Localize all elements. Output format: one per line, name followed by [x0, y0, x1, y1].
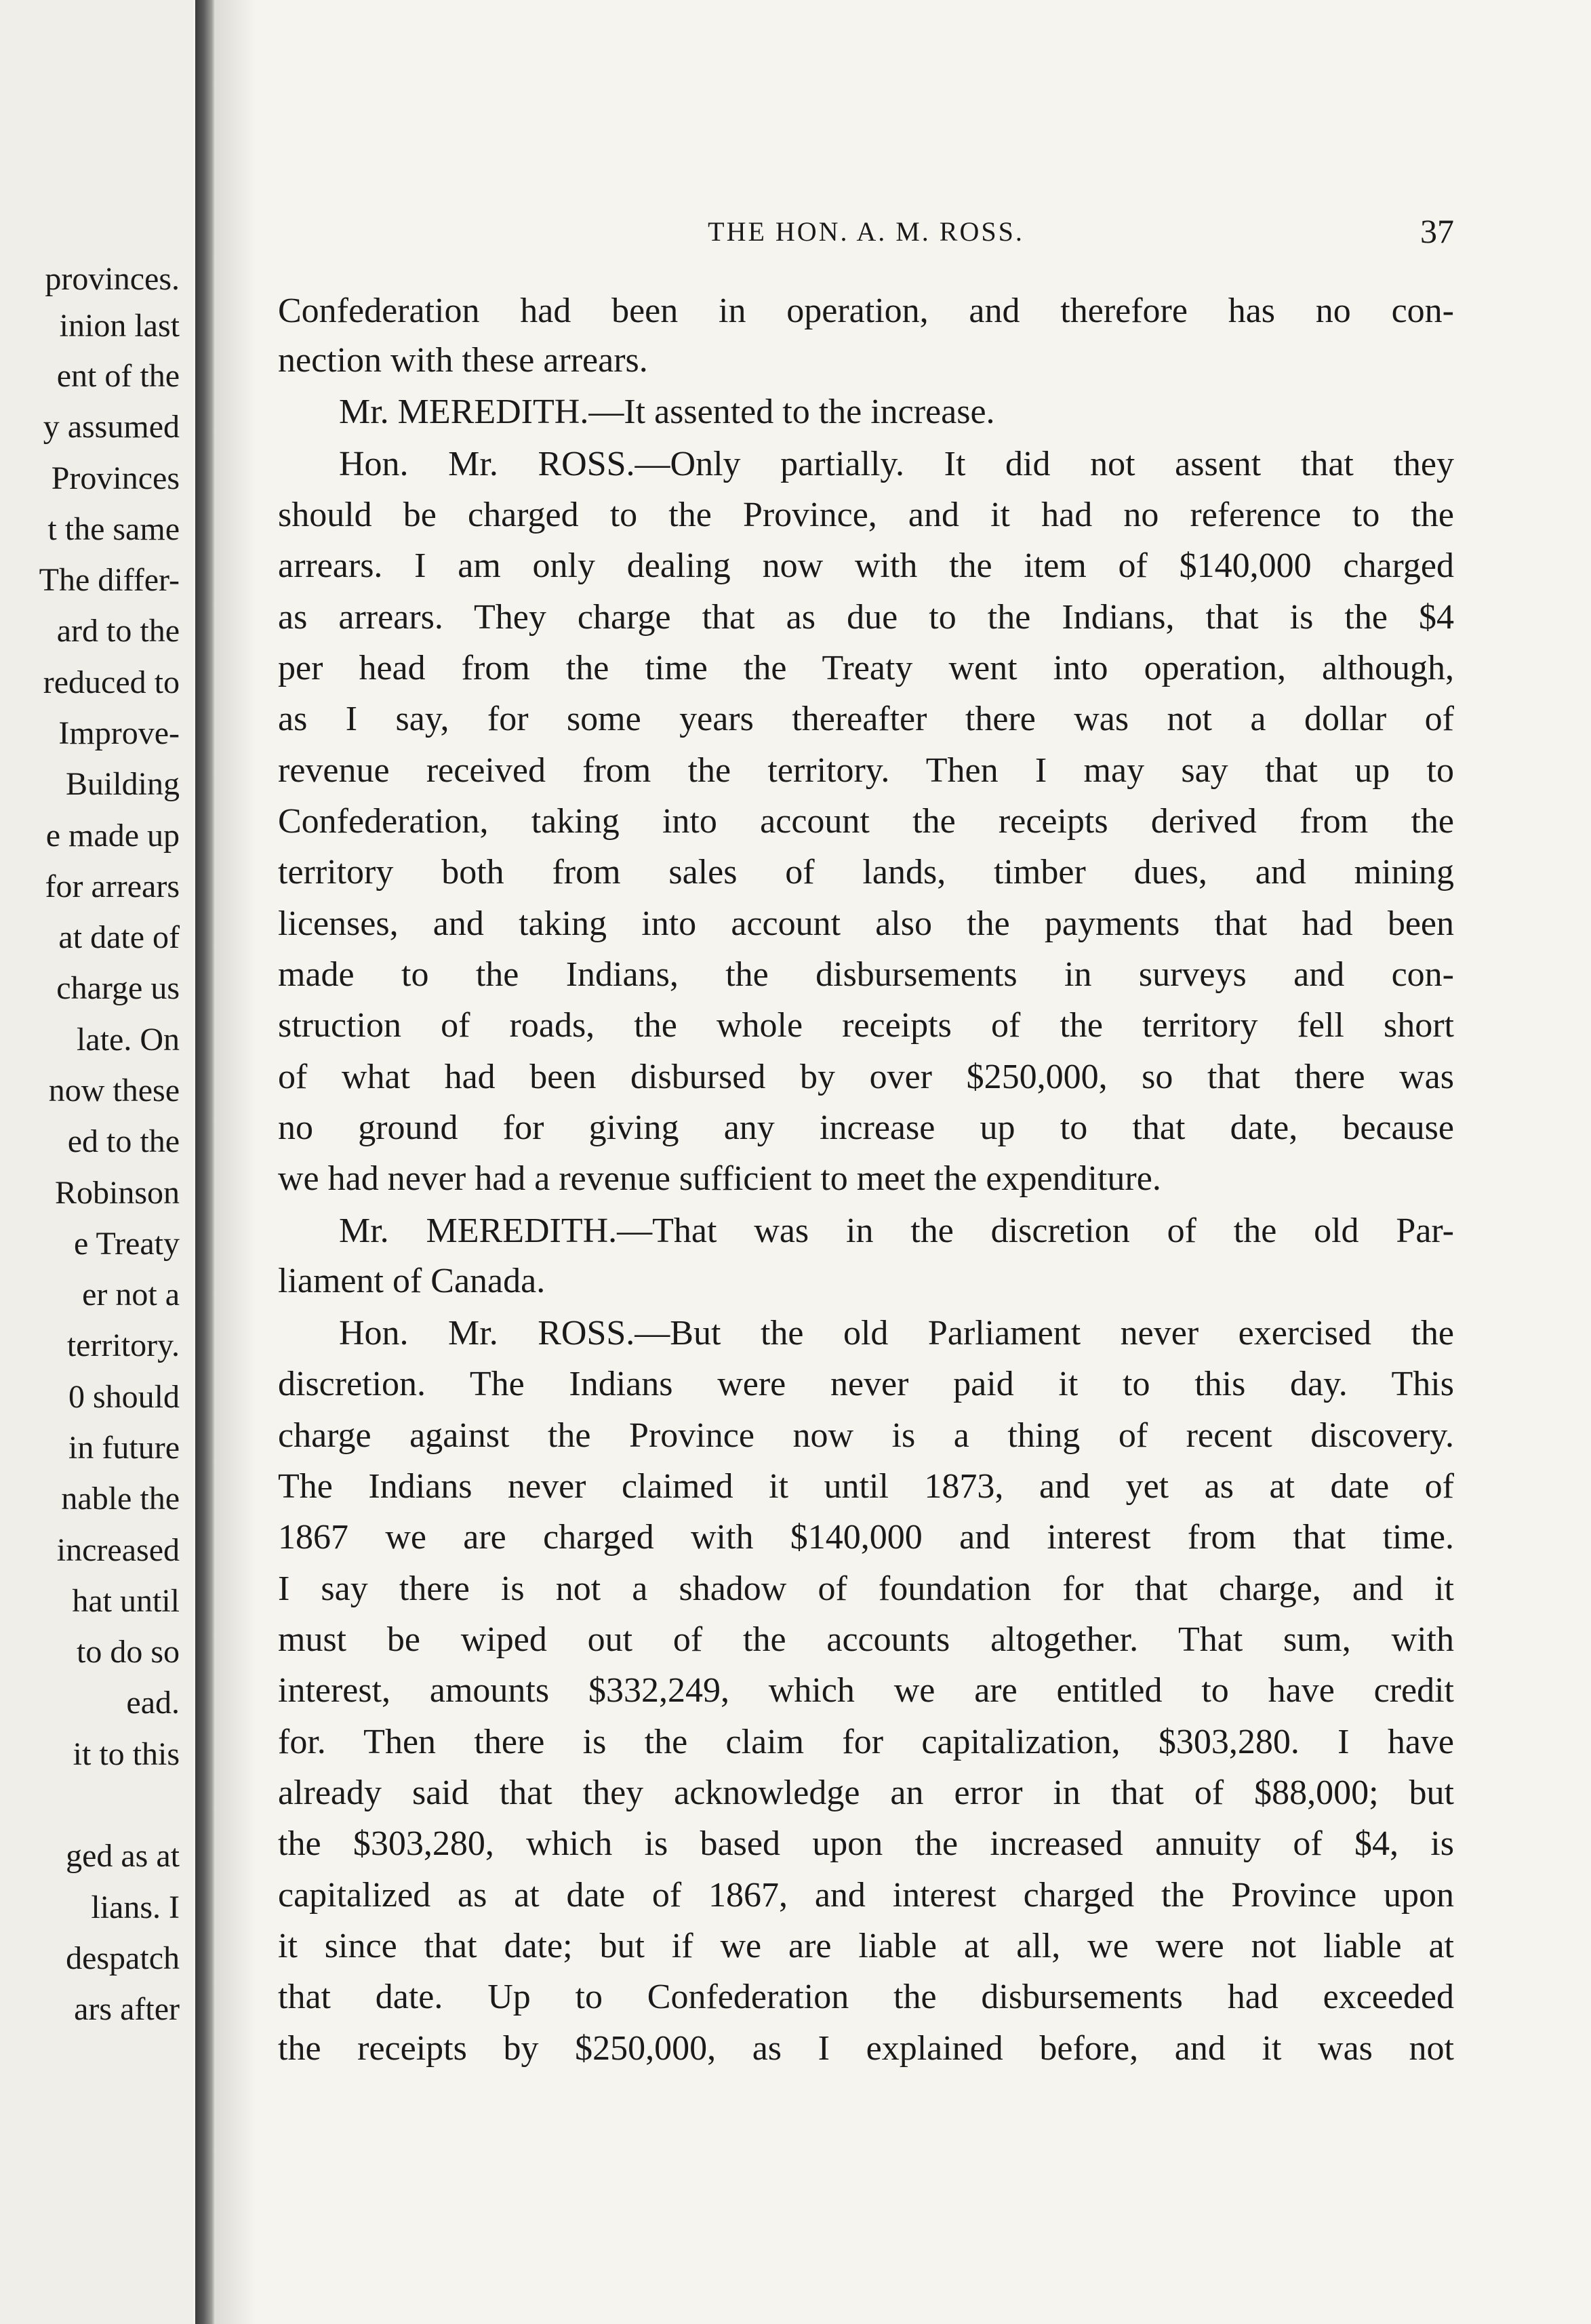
body-line: nection with these arrears.: [278, 341, 648, 380]
body-line: 1867 we are charged with $140,000 and interest from that time.: [278, 1518, 1454, 1557]
left-page-line: territory.: [66, 1327, 180, 1363]
body-line: per head from the time the Treaty went into operation, although,: [278, 649, 1454, 687]
body-line: already said that they acknowledge an error in that of $88,000; but: [278, 1774, 1454, 1812]
body-line: I say there is not a shadow of foundation for that charge, and it: [278, 1569, 1454, 1608]
body-line: struction of roads, the whole receipts of the territory fell short: [278, 1006, 1454, 1045]
body-line: liament of Canada.: [278, 1262, 546, 1300]
left-page-line: ard to the: [56, 613, 180, 649]
body-line: no ground for giving any increase up to that date, because: [278, 1108, 1454, 1147]
left-page-line: increased: [56, 1532, 180, 1568]
left-page-line: inion last: [59, 308, 180, 344]
body-line: The Indians never claimed it until 1873, and yet as at date of: [278, 1467, 1454, 1506]
body-line: it since that date; but if we are liable at all, we were not liable at: [278, 1927, 1454, 1965]
left-page-line: e made up: [45, 818, 180, 854]
left-page-line: Improve-: [58, 715, 180, 751]
left-page-line: y assumed: [43, 409, 180, 445]
body-line: as arrears. They charge that as due to the Indians, that is the $4: [278, 598, 1454, 637]
left-page-line: despatch: [66, 1940, 180, 1976]
left-page-line: late. On: [77, 1022, 180, 1058]
body-line: discretion. The Indians were never paid it to this day. This: [278, 1365, 1454, 1403]
body-line: that date. Up to Confederation the disbursements had exceeded: [278, 1978, 1454, 2016]
left-page-line: lians. I: [91, 1889, 180, 1925]
body-line: Hon. Mr. ROSS.—But the old Parliament never exercised the: [339, 1314, 1454, 1353]
left-page-line: now these: [48, 1073, 180, 1108]
body-line: Hon. Mr. ROSS.—Only partially. It did not assent that they: [339, 445, 1454, 483]
left-page-line: The differ-: [39, 562, 180, 598]
body-line: should be charged to the Province, and it had no reference to the: [278, 496, 1454, 534]
left-page-line: ent of the: [56, 358, 180, 394]
body-line: as I say, for some years thereafter there was not a dollar of: [278, 700, 1454, 738]
left-page-line: provinces.: [45, 261, 180, 297]
left-page-line: er not a: [82, 1277, 180, 1313]
left-page-line: at date of: [58, 919, 180, 955]
left-page-line: to do so: [76, 1634, 180, 1670]
left-page-line: e Treaty: [74, 1226, 180, 1262]
page-number: 37: [1420, 212, 1454, 250]
left-page-line: ead.: [126, 1685, 180, 1721]
left-page-line: reduced to: [43, 664, 180, 700]
left-page-line: charge us: [56, 970, 180, 1006]
left-page-line: Building: [65, 766, 180, 802]
body-line: capitalized as at date of 1867, and interest charged the Province upon: [278, 1876, 1454, 1915]
left-page-line: for arrears: [45, 868, 180, 904]
body-line: charge against the Province now is a thing of recent discovery.: [278, 1416, 1454, 1455]
body-line: must be wiped out of the accounts altogether. That sum, with: [278, 1620, 1454, 1659]
left-page-line: hat until: [72, 1583, 180, 1619]
left-page-line: Robinson: [54, 1175, 180, 1211]
body-line: Confederation, taking into account the receipts derived from the: [278, 802, 1454, 841]
body-line: Confederation had been in operation, and therefore has no con-: [278, 292, 1454, 330]
body-line: Mr. MEREDITH.—It assented to the increase.: [339, 393, 995, 431]
right-page: [216, 0, 1591, 2324]
book-gutter: [195, 0, 216, 2324]
body-line: arrears. I am only dealing now with the item of $140,000 charged: [278, 546, 1454, 585]
body-line: the $303,280, which is based upon the increased annuity of $4, is: [278, 1824, 1454, 1863]
left-page-line: ged as at: [66, 1838, 180, 1874]
body-line: interest, amounts $332,249, which we are entitled to have credit: [278, 1671, 1454, 1710]
left-page-line: 0 should: [68, 1379, 180, 1415]
left-page-line: ars after: [74, 1991, 180, 2027]
left-page-line: it to this: [73, 1736, 180, 1772]
body-line: for. Then there is the claim for capitalization, $303,280. I have: [278, 1723, 1454, 1761]
body-line: Mr. MEREDITH.—That was in the discretion of the old Par-: [339, 1211, 1454, 1250]
body-line: of what had been disbursed by over $250,000, so that there was: [278, 1058, 1454, 1096]
page-header: [278, 212, 1454, 252]
body-line: territory both from sales of lands, timber dues, and mining: [278, 853, 1454, 891]
body-line: revenue received from the territory. Then I may say that up to: [278, 751, 1454, 790]
left-page-line: in future: [68, 1430, 180, 1466]
left-page-line: t the same: [47, 511, 180, 547]
body-line: licenses, and taking into account also the payments that had been: [278, 904, 1454, 943]
left-page-line: ed to the: [67, 1123, 180, 1159]
left-facing-page: [0, 0, 193, 2324]
running-head: THE HON. A. M. ROSS.: [708, 216, 1024, 247]
body-line: made to the Indians, the disbursements in surveys and con-: [278, 955, 1454, 994]
left-page-line: nable the: [61, 1481, 180, 1517]
body-line: the receipts by $250,000, as I explained before, and it was not: [278, 2029, 1454, 2068]
left-page-line: Provinces: [51, 460, 180, 496]
body-line: we had never had a revenue sufficient to meet the expenditure.: [278, 1159, 1161, 1198]
